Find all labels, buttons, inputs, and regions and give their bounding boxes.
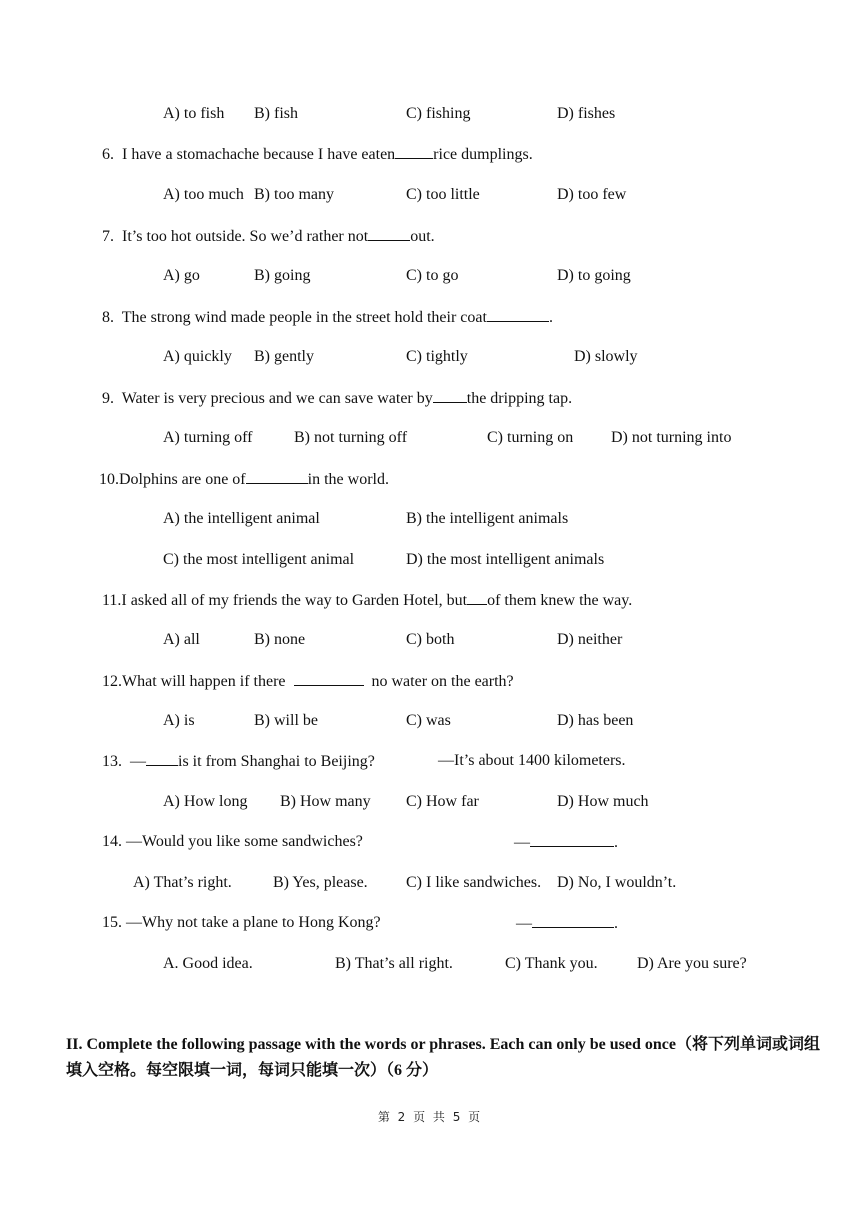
answer-blank — [532, 913, 614, 928]
question-text-end: no water on the earth? — [371, 673, 514, 690]
answer-blank — [467, 590, 487, 605]
answer-blank — [487, 307, 549, 322]
question-12 — [102, 671, 514, 692]
q15-reply: — . — [516, 915, 618, 932]
q7-option-b: B) going — [254, 267, 311, 284]
q14-option-b: B) Yes, please. — [273, 874, 368, 891]
q12-option-b: B) will be — [254, 712, 318, 729]
question-text-end: . — [548, 309, 553, 326]
q5-option-d: D) fishes — [557, 105, 616, 122]
q9-option-a: A) turning off — [163, 429, 253, 446]
question-number: 7. — [102, 228, 114, 245]
q11-option-c: C) both — [406, 631, 455, 648]
q13-option-b: B) How many — [280, 793, 371, 810]
question-number: 11. — [102, 592, 122, 609]
question-number: 10. — [99, 471, 119, 488]
q14-option-a: A) That’s right. — [133, 874, 232, 891]
question-11 — [102, 590, 632, 611]
question-9 — [102, 388, 572, 409]
answer-blank — [146, 751, 178, 766]
answer-blank — [530, 832, 614, 847]
q15-option-c: C) Thank you. — [505, 955, 598, 972]
question-text-end: of them knew the way. — [487, 592, 633, 609]
q13-option-d: D) How much — [557, 793, 649, 810]
q15-option-d: D) Are you sure? — [637, 955, 747, 972]
question-text: —Why not take a plane to Hong Kong? — [126, 914, 381, 931]
question-number: 9. — [102, 390, 114, 407]
q15-option-b: B) That’s all right. — [335, 955, 453, 972]
q8-option-c: C) tightly — [406, 348, 468, 365]
question-number: 13. — [102, 753, 122, 770]
q11-option-d: D) neither — [557, 631, 623, 648]
q6-option-a: A) too much — [163, 186, 244, 203]
question-text: Water is very precious and we can save water by — [121, 390, 433, 407]
q10-option-a: A) the intelligent animal — [163, 510, 320, 527]
question-text: I asked all of my friends the way to Garden Hotel, but — [121, 592, 468, 609]
question-14 — [102, 832, 363, 852]
q5-option-c: C) fishing — [406, 105, 471, 122]
question-8 — [102, 307, 553, 328]
answer-blank — [294, 671, 364, 686]
q11-option-a: A) all — [163, 631, 200, 648]
q11-option-b: B) none — [254, 631, 306, 648]
q7-option-a: A) go — [163, 267, 200, 284]
q5-option-a: A) to fish — [163, 105, 225, 122]
q8-option-d: D) slowly — [574, 348, 638, 365]
section-2-heading: II. Complete the following passage with the words or phrases. Each can only be used once（将下列单词或词组填入空格。每空限填一词，每词只能填一次）（6 分） — [66, 1036, 820, 1079]
question-text: I have a stomachache because I have eaten — [122, 146, 396, 163]
reply-dash: — — [516, 915, 532, 932]
question-text-end: the dripping tap. — [466, 390, 573, 407]
q10-option-d: D) the most intelligent animals — [406, 551, 605, 568]
question-text-end: in the world. — [307, 471, 389, 488]
question-10 — [99, 469, 389, 490]
question-text-end: out. — [410, 228, 435, 245]
q7-option-d: D) to going — [557, 267, 631, 284]
reply-dash: — — [514, 834, 530, 851]
q6-option-c: C) too little — [406, 186, 480, 203]
question-number: 8. — [102, 309, 114, 326]
question-number: 12. — [102, 673, 122, 690]
q6-option-b: B) too many — [254, 186, 334, 203]
question-number: 6. — [102, 146, 114, 163]
q10-option-b: B) the intelligent animals — [406, 510, 569, 527]
q5-option-b: B) fish — [254, 105, 298, 122]
q12-option-c: C) was — [406, 712, 451, 729]
q9-option-c: C) turning on — [487, 429, 574, 446]
q8-option-a: A) quickly — [163, 348, 232, 365]
q12-option-a: A) is — [163, 712, 195, 729]
q7-option-c: C) to go — [406, 267, 459, 284]
question-text: The strong wind made people in the street hold their coat — [121, 309, 487, 326]
answer-blank — [368, 226, 410, 241]
question-number: 15. — [102, 914, 122, 931]
answer-blank — [433, 388, 467, 403]
question-text-end: rice dumplings. — [433, 146, 533, 163]
question-dash: — — [130, 753, 146, 770]
q10-option-c: C) the most intelligent animal — [163, 551, 355, 568]
answer-blank — [395, 144, 433, 159]
q9-option-d: D) not turning into — [611, 429, 732, 446]
q14-reply: — . — [514, 834, 618, 851]
question-13 — [102, 751, 375, 772]
q12-option-d: D) has been — [557, 712, 634, 729]
question-text: What will happen if there — [122, 673, 286, 690]
q13-reply: —It’s about 1400 kilometers. — [438, 752, 626, 769]
q14-option-c: C) I like sandwiches. — [406, 874, 542, 891]
page-footer: 第 2 页 共 5 页 — [377, 1110, 483, 1124]
q6-option-d: D) too few — [557, 186, 627, 203]
q8-option-b: B) gently — [254, 348, 314, 365]
question-text: It’s too hot outside. So we’d rather not — [122, 228, 369, 245]
q13-option-c: C) How far — [406, 793, 479, 810]
question-6 — [102, 144, 533, 165]
question-15 — [102, 913, 381, 933]
answer-blank — [246, 469, 308, 484]
question-7 — [102, 226, 435, 247]
q9-option-b: B) not turning off — [294, 429, 408, 446]
q15-option-a: A. Good idea. — [163, 955, 253, 972]
question-number: 14. — [102, 833, 122, 850]
question-text: Dolphins are one of — [119, 471, 246, 488]
question-text: is it from Shanghai to Beijing? — [178, 753, 375, 770]
question-text: —Would you like some sandwiches? — [126, 833, 363, 850]
q13-option-a: A) How long — [163, 793, 248, 810]
q14-option-d: D) No, I wouldn’t. — [557, 874, 677, 891]
